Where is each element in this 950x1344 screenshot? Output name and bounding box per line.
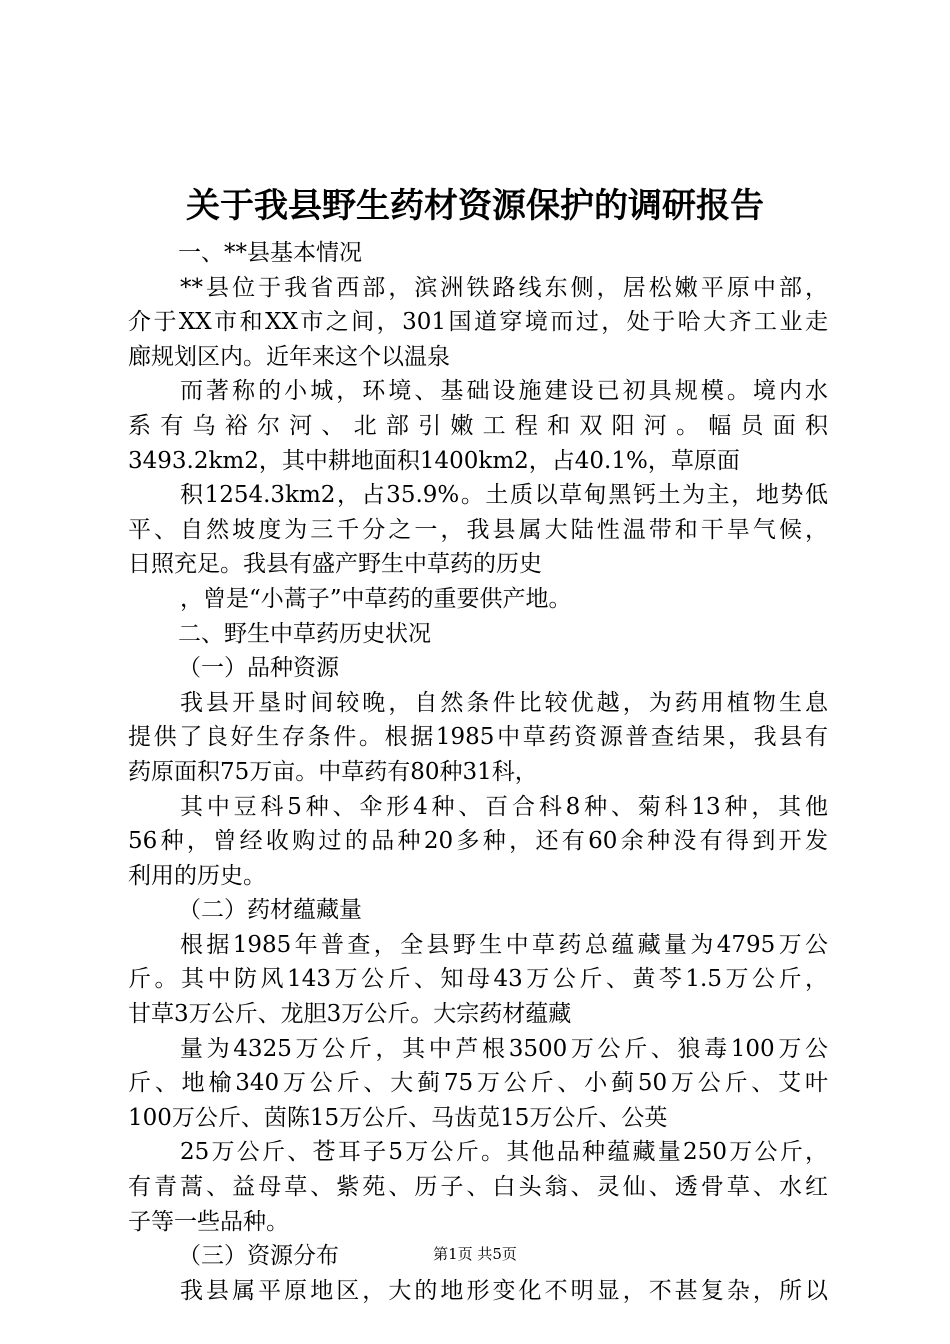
text-line: 利用的历史。 — [128, 862, 266, 889]
text-line: 提供了良好生存条件。根据1985中草药资源普查结果，我县有 — [128, 724, 828, 751]
text-line: 廊规划区内。近年来这个以温泉 — [128, 343, 450, 370]
text-line: 斤、地榆340万公斤、大蓟75万公斤、小蓟50万公斤、艾叶 — [128, 1070, 828, 1097]
text-line: 积1254.3km2，占35.9%。土质以草甸黑钙土为主，地势低 — [180, 482, 828, 509]
text-line: 我县属平原地区，大的地形变化不明显，不甚复杂，所以 — [180, 1277, 828, 1304]
text-line: 子等一些品种。 — [128, 1208, 289, 1235]
text-line: 而著称的小城，环境、基础设施建设已初具规模。境内水 — [180, 378, 828, 405]
text-line: 量为4325万公斤，其中芦根3500万公斤、狼毒100万公 — [180, 1035, 828, 1062]
text-line: 甘草3万公斤、龙胆3万公斤。大宗药材蕴藏 — [128, 1001, 572, 1028]
text-line: 根据1985年普查，全县野生中草药总蕴藏量为4795万公 — [180, 931, 828, 958]
text-line: **县位于我省西部，滨洲铁路线东侧，居松嫩平原中部， — [180, 274, 828, 301]
text-line: 100万公斤、茵陈15万公斤、马齿苋15万公斤、公英 — [128, 1104, 668, 1131]
text-line: 我县开垦时间较晚，自然条件比较优越，为药用植物生息 — [180, 689, 828, 716]
text-line: 系有乌裕尔河、北部引嫩工程和双阳河。幅员面积 — [128, 412, 828, 439]
text-line: 56种，曾经收购过的品种20多种，还有60余种没有得到开发 — [128, 828, 828, 855]
subsection-heading: （三）资源分布 — [178, 1243, 339, 1270]
text-line: 3493.2km2，其中耕地面积1400km2，占40.1%，草原面 — [128, 447, 740, 474]
text-line: 有青蒿、益母草、紫苑、历子、白头翁、灵仙、透骨草、水红 — [128, 1174, 828, 1201]
text-line: 其中豆科5种、伞形4种、百合科8种、菊科13种，其他 — [180, 793, 828, 820]
page-footer: 第1页 共5页 — [433, 1245, 517, 1263]
text-line: 介于XX市和XX市之间，301国道穿境而过，处于哈大齐工业走 — [128, 309, 828, 336]
text-line: 日照充足。我县有盛产野生中草药的历史 — [128, 551, 542, 578]
document-body — [128, 236, 828, 1308]
text-line: ，曾是“小蒿子”中草药的重要供产地。 — [180, 585, 572, 612]
text-line: 斤。其中防风143万公斤、知母43万公斤、黄芩1.5万公斤， — [128, 966, 828, 993]
text-line: 25万公斤、苍耳子5万公斤。其他品种蕴藏量250万公斤， — [180, 1139, 828, 1166]
section-heading: 一、**县基本情况 — [178, 240, 362, 266]
section-heading: 二、野生中草药历史状况 — [178, 620, 431, 647]
text-line: 药原面积75万亩。中草药有80种31科， — [128, 758, 538, 785]
text-line: 平、自然坡度为三千分之一，我县属大陆性温带和干旱气候， — [128, 516, 828, 543]
document-title: 关于我县野生药材资源保护的调研报告 — [186, 186, 764, 226]
subsection-heading: （一）品种资源 — [178, 655, 339, 682]
subsection-heading: （二）药材蕴藏量 — [178, 897, 362, 924]
